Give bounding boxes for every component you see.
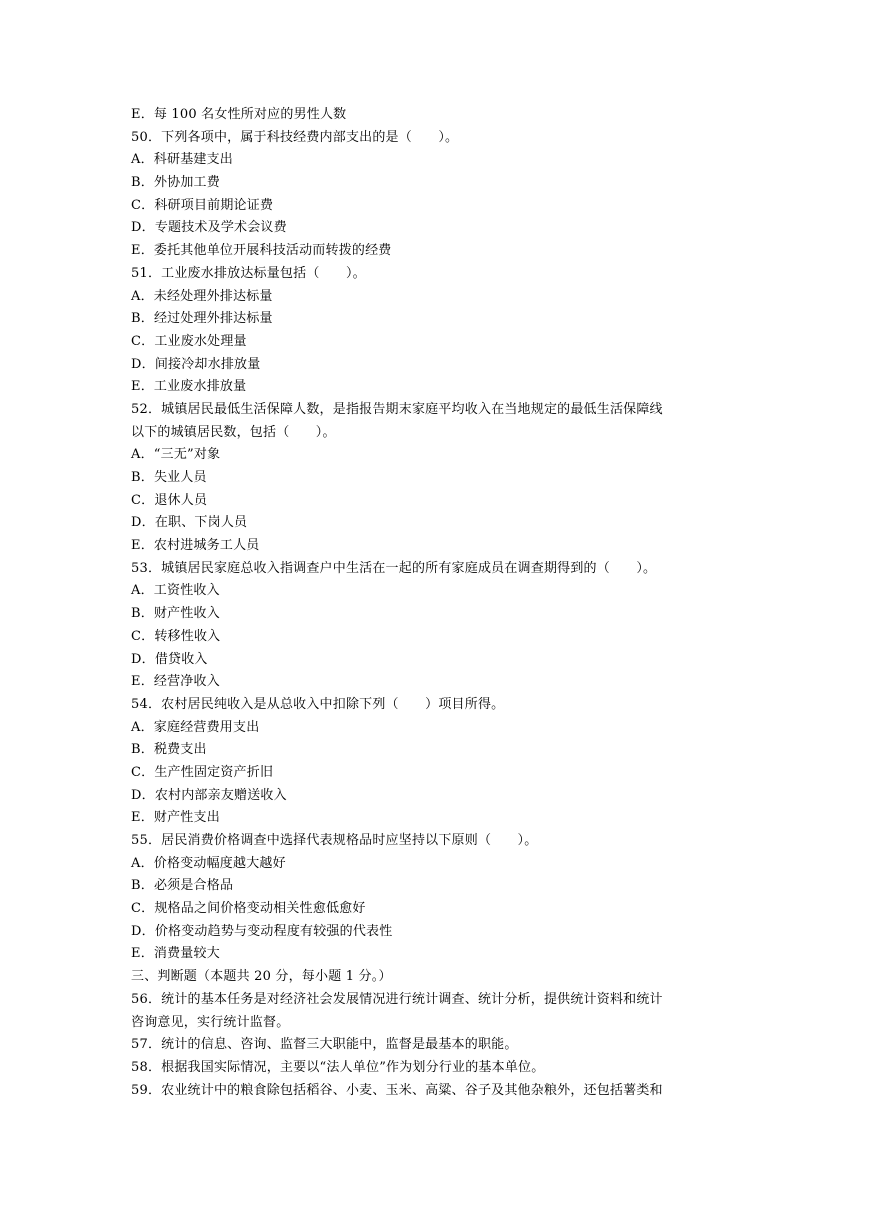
- text-line: B．经过处理外排达标量: [131, 311, 273, 327]
- text-line: 55．居民消费价格调查中选择代表规格品时应坚持以下原则（ ）。: [131, 833, 538, 848]
- text-line: C．规格品之间价格变动相关性愈低愈好: [131, 901, 366, 917]
- text-line: A．未经处理外排达标量: [131, 288, 273, 304]
- text-line: 57．统计的信息、咨询、监督三大职能中，监督是最基本的职能。: [131, 1037, 518, 1053]
- text-line: B．失业人员: [131, 470, 207, 485]
- text-line: D．价格变动趋势与变动程度有较强的代表性: [131, 923, 393, 939]
- text-line: D．借贷收入: [131, 651, 208, 667]
- text-line: A．工资性收入: [131, 583, 220, 599]
- text-line: E．财产性支出: [131, 810, 220, 826]
- text-line: E．工业废水排放量: [131, 379, 247, 395]
- text-line: E．经营净收入: [131, 674, 220, 690]
- document-body: [131, 104, 741, 1102]
- text-line: 50．下列各项中，属于科技经费内部支出的是（ ）。: [131, 129, 459, 145]
- text-line: 咨询意见，实行统计监督。: [131, 1014, 290, 1030]
- text-line: B．税费支出: [131, 742, 207, 758]
- text-line: D．在职、下岗人员: [131, 515, 248, 531]
- text-line: C．退休人员: [131, 492, 208, 508]
- text-line: D．农村内部亲友赠送收入: [131, 787, 287, 803]
- text-line: 53．城镇居民家庭总收入指调查户中生活在一起的所有家庭成员在调查期得到的（ ）。: [131, 560, 657, 576]
- text-line: 56．统计的基本任务是对经济社会发展情况进行统计调查、统计分析，提供统计资料和统计: [131, 991, 663, 1007]
- text-line: B．必须是合格品: [131, 878, 234, 894]
- text-line: 52．城镇居民最低生活保障人数，是指报告期末家庭平均收入在当地规定的最低生活保障线: [131, 401, 663, 417]
- text-line: D．间接冷却水排放量: [131, 356, 261, 372]
- text-line: C．科研项目前期论证费: [131, 197, 274, 213]
- text-line: A．“三无”对象: [131, 447, 221, 463]
- text-line: E．委托其他单位开展科技活动而转拨的经费: [131, 243, 392, 259]
- text-line: C．转移性收入: [131, 628, 221, 644]
- text-line: B．财产性收入: [131, 606, 220, 622]
- text-line: A．家庭经营费用支出: [131, 719, 260, 735]
- text-line: D．专题技术及学术会议费: [131, 220, 287, 236]
- text-line: 59．农业统计中的粮食除包括稻谷、小麦、玉米、高粱、谷子及其他杂粮外，还包括薯类和: [131, 1082, 663, 1098]
- text-line: C．生产性固定资产折旧: [131, 764, 274, 780]
- text-line: A．价格变动幅度越大越好: [131, 855, 286, 871]
- text-line: 三、判断题（本题共 20 分，每小题 1 分。）: [131, 969, 392, 985]
- text-line: C．工业废水处理量: [131, 333, 247, 349]
- text-line: 54．农村居民纯收入是从总收入中扣除下列（ ）项目所得。: [131, 696, 505, 712]
- text-line: E．每 100 名女性所对应的男性人数: [131, 107, 347, 122]
- text-line: A．科研基建支出: [131, 152, 233, 168]
- text-line: E．消费量较大: [131, 946, 220, 962]
- text-line: 以下的城镇居民数，包括（ ）。: [131, 424, 336, 440]
- text-line: 58．根据我国实际情况，主要以“法人单位”作为划分行业的基本单位。: [131, 1059, 545, 1075]
- text-line: E．农村进城务工人员: [131, 538, 260, 554]
- text-line: B．外协加工费: [131, 175, 220, 191]
- text-line: 51．工业废水排放达标量包括（ ）。: [131, 265, 366, 281]
